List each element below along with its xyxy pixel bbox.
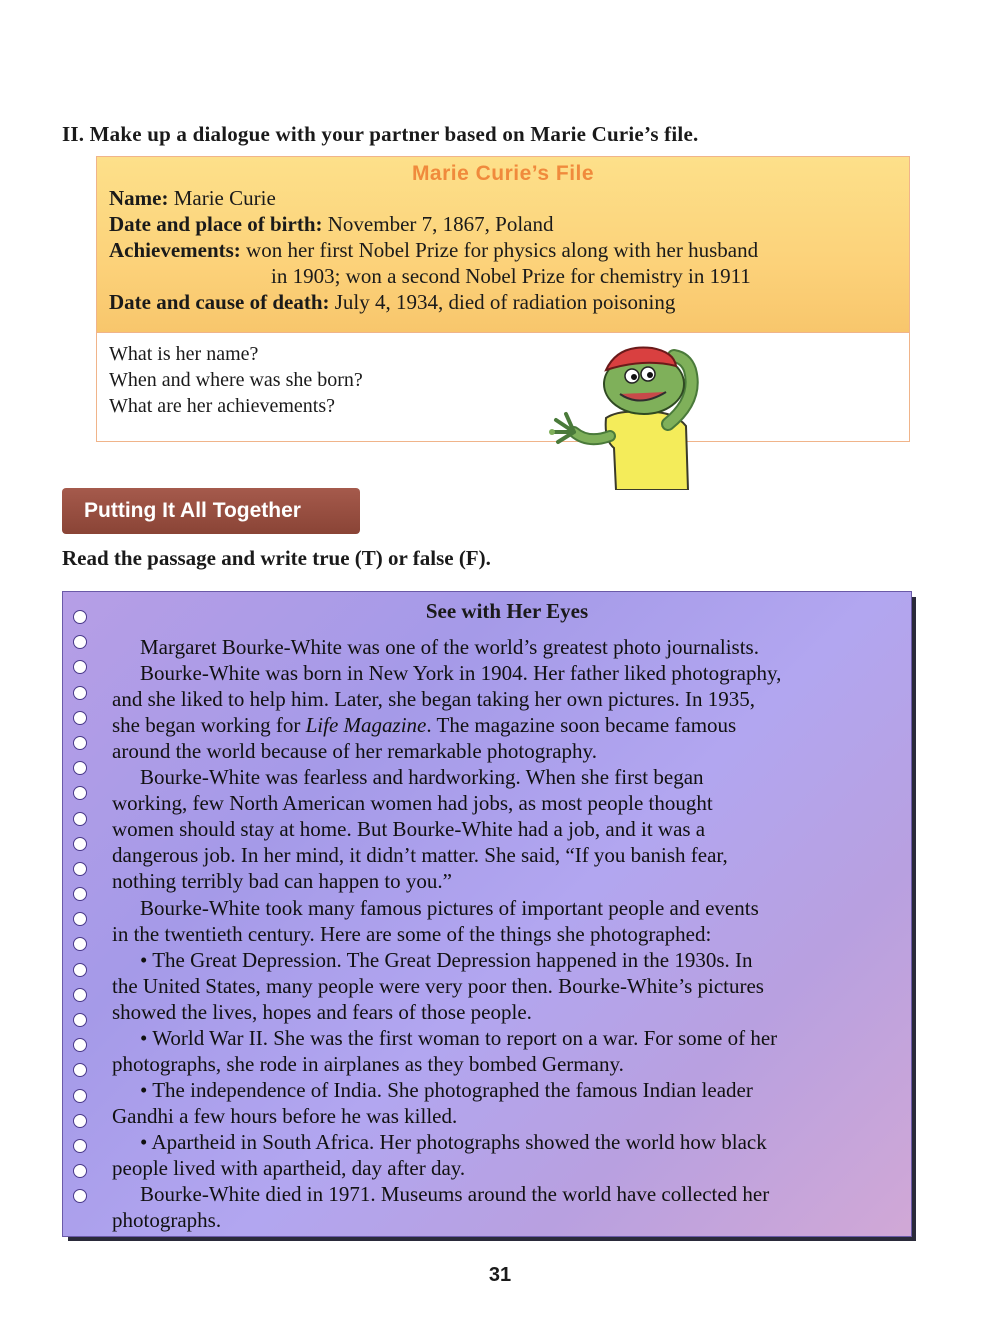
- passage-panel: [62, 591, 912, 1237]
- passage-line: Bourke-White died in 1971. Museums around the world have collected her: [140, 1182, 770, 1206]
- binder-ring: [73, 786, 87, 800]
- passage-line: • Apartheid in South Africa. Her photographs showed the world how black: [140, 1130, 767, 1154]
- magazine-title: Life Magazine: [305, 713, 427, 737]
- putting-it-all-together-banner: Putting It All Together: [62, 488, 360, 534]
- passage-line: showed the lives, hopes and fears of those people.: [112, 1000, 532, 1024]
- passage-line: [112, 713, 736, 738]
- binder-ring: [73, 862, 87, 876]
- passage-line: Bourke-White was born in New York in 1904. Her father liked photography,: [140, 661, 782, 685]
- binder-ring: [73, 937, 87, 951]
- birth-value: November 7, 1867, Poland: [322, 212, 554, 236]
- binder-ring: [73, 988, 87, 1002]
- binder-ring: [73, 660, 87, 674]
- marie-curie-file-card: [96, 156, 910, 442]
- section-heading: II. Make up a dialogue with your partner based on Marie Curie’s file.: [62, 122, 699, 146]
- achievements-value-line2: in 1903; won a second Nobel Prize for chemistry in 1911: [271, 264, 751, 288]
- passage-line: Margaret Bourke-White was one of the world’s greatest photo journalists.: [140, 635, 759, 659]
- passage-line-part: she began working for: [112, 713, 306, 737]
- birth-label: Date and place of birth:: [109, 212, 323, 236]
- file-death-row: [109, 290, 675, 315]
- file-achievements-row: [109, 238, 758, 263]
- passage-line: in the twentieth century. Here are some of the things she photographed:: [112, 922, 712, 946]
- file-title: Marie Curie’s File: [411, 162, 595, 185]
- passage-title: See with Her Eyes: [425, 599, 589, 623]
- frog-mascot-illustration: [548, 340, 718, 490]
- binder-ring: [73, 736, 87, 750]
- binder-ring: [73, 1139, 87, 1153]
- binder-ring: [73, 686, 87, 700]
- passage-line: • The Great Depression. The Great Depression happened in the 1930s. In: [140, 948, 753, 972]
- passage-line: photographs, she rode in airplanes as they bombed Germany.: [112, 1052, 624, 1076]
- name-value: Marie Curie: [168, 186, 276, 210]
- binder-ring: [73, 761, 87, 775]
- achievements-label: Achievements:: [109, 238, 241, 262]
- file-birth-row: [109, 212, 553, 237]
- death-value: July 4, 1934, died of radiation poisoning: [329, 290, 676, 314]
- name-label: Name:: [109, 186, 169, 210]
- passage-line: and she liked to help him. Later, she began taking her own pictures. In 1935,: [112, 687, 755, 711]
- passage-line: nothing terribly bad can happen to you.”: [112, 869, 452, 893]
- death-label: Date and cause of death:: [109, 290, 330, 314]
- passage-line: people lived with apartheid, day after day.: [112, 1156, 466, 1180]
- binder-ring: [73, 711, 87, 725]
- binder-ring: [73, 1189, 87, 1203]
- passage-line: • World War II. She was the first woman to report on a war. For some of her: [140, 1026, 778, 1050]
- binder-ring: [73, 1063, 87, 1077]
- passage-line: dangerous job. In her mind, it didn’t matter. She said, “If you banish fear,: [112, 843, 728, 867]
- binder-ring: [73, 812, 87, 826]
- binder-ring: [73, 1114, 87, 1128]
- binder-ring: [73, 912, 87, 926]
- binder-ring: [73, 1038, 87, 1052]
- passage-line: Gandhi a few hours before he was killed.: [112, 1104, 458, 1128]
- binder-ring: [73, 1089, 87, 1103]
- passage-line: photographs.: [112, 1208, 222, 1232]
- passage-line: around the world because of her remarkable photography.: [112, 739, 597, 763]
- passage-line: Bourke-White took many famous pictures of important people and events: [140, 896, 759, 920]
- passage-line: Bourke-White was fearless and hardworking. When she first began: [140, 765, 704, 789]
- binder-ring: [73, 1013, 87, 1027]
- passage-line: women should stay at home. But Bourke-White had a job, and it was a: [112, 817, 706, 841]
- binder-ring: [73, 963, 87, 977]
- binder-ring: [73, 1164, 87, 1178]
- file-info-panel: [97, 157, 909, 333]
- question-3: What are her achievements?: [109, 395, 335, 417]
- binder-ring: [73, 635, 87, 649]
- binder-ring: [73, 887, 87, 901]
- question-1: What is her name?: [109, 343, 259, 365]
- passage-line-part: . The magazine soon became famous: [426, 713, 737, 737]
- question-2: When and where was she born?: [109, 369, 363, 391]
- passage-line: • The independence of India. She photographed the famous Indian leader: [140, 1078, 753, 1102]
- passage-line: working, few North American women had jobs, as most people thought: [112, 791, 713, 815]
- file-name-row: [109, 186, 276, 211]
- achievements-value-line1: won her first Nobel Prize for physics along with her husband: [240, 238, 759, 262]
- instruction-text: Read the passage and write true (T) or false (F).: [62, 546, 491, 570]
- passage-line: the United States, many people were very poor then. Bourke-White’s pictures: [112, 974, 764, 998]
- binder-ring: [73, 837, 87, 851]
- binder-rings: [73, 610, 97, 1230]
- page-number: 31: [488, 1264, 512, 1286]
